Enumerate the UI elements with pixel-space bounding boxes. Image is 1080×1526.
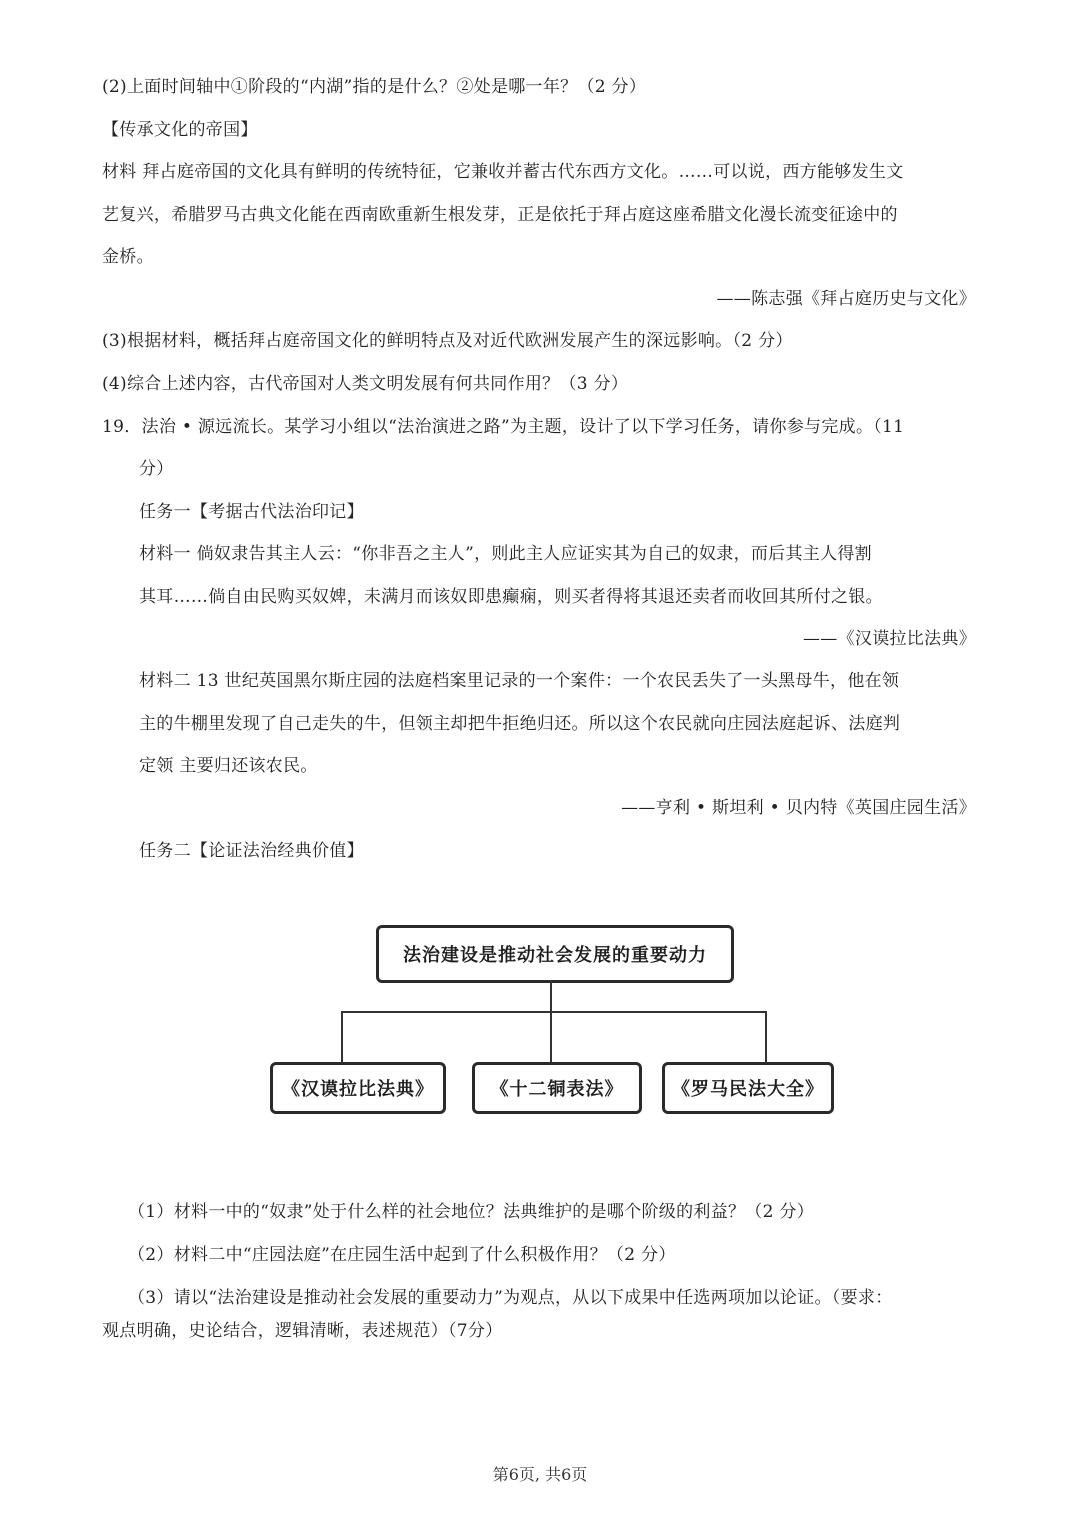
diagram-connector-horizontal — [341, 1011, 767, 1013]
section-heading: 【传承文化的帝国】 — [102, 120, 258, 140]
question-3: (3)根据材料，概括拜占庭帝国文化的鲜明特点及对近代欧洲发展产生的深远影响。（2 分） — [102, 331, 793, 351]
material-line-3: 金桥。 — [102, 247, 154, 267]
material-2-source: ——亨利 • 斯坦利 • 贝内特《英国庄园生活》 — [621, 798, 976, 818]
diagram-connector-right — [765, 1011, 767, 1063]
material-2-line-1: 材料二 13 世纪英国黑尔斯庄园的法庭档案里记录的一个案件：一个农民丢失了一头黑母牛，他在领 — [139, 671, 900, 691]
question-19-line-1: 19．法治 • 源远流长。某学习小组以“法治演进之路”为主题，设计了以下学习任务，请你参与完成。（11 — [102, 417, 905, 437]
diagram-box-hammurabi: 《汉谟拉比法典》 — [270, 1062, 446, 1114]
sub-question-2: （2）材料二中“庄园法庭”在庄园生活中起到了什么积极作用？（2 分） — [128, 1245, 676, 1265]
diagram-connector-middle — [550, 1011, 552, 1063]
task-2-heading: 任务二【论证法治经典价值】 — [139, 841, 364, 861]
material-line-2: 艺复兴，希腊罗马古典文化能在西南欧重新生根发芽，正是依托于拜占庭这座希腊文化漫长流变征途中的 — [102, 205, 898, 225]
diagram-connector-left — [341, 1011, 343, 1063]
diagram-box-twelve-tables: 《十二铜表法》 — [472, 1062, 642, 1114]
material-1-source: ——《汉谟拉比法典》 — [803, 629, 976, 649]
material-1-line-2: 其耳……倘自由民购买奴婢，未满月而该奴即患癫痫，则买者得将其退还卖者而收回其所付之银。 — [139, 587, 883, 607]
page-number: 第6页, 共6页 — [492, 1465, 588, 1484]
task-1-heading: 任务一【考据古代法治印记】 — [139, 502, 364, 522]
material-source: ——陈志强《拜占庭历史与文化》 — [716, 289, 976, 309]
question-2: (2)上面时间轴中①阶段的“内湖”指的是什么？②处是哪一年？（2 分） — [102, 77, 647, 97]
question-19-line-2: 分） — [139, 459, 174, 479]
material-2-line-3: 定领 主要归还该农民。 — [139, 756, 318, 776]
diagram-connector-vertical — [550, 980, 552, 1012]
sub-question-3-line-1: （3）请以“法治建设是推动社会发展的重要动力”为观点，从以下成果中任选两项加以论证。（要求： — [128, 1288, 893, 1308]
diagram-top-box: 法治建设是推动社会发展的重要动力 — [376, 925, 734, 983]
material-line-1: 材料 拜占庭帝国的文化具有鲜明的传统特征，它兼收并蓄古代东西方文化。……可以说，西方能够发生文 — [102, 162, 904, 182]
sub-question-1: （1）材料一中的“奴隶”处于什么样的社会地位？法典维护的是哪个阶级的利益？（2 分） — [128, 1202, 815, 1222]
diagram-box-corpus-juris: 《罗马民法大全》 — [662, 1062, 834, 1114]
question-4: (4)综合上述内容，古代帝国对人类文明发展有何共同作用？（3 分） — [102, 374, 629, 394]
material-2-line-2: 主的牛棚里发现了自己走失的牛，但领主却把牛拒绝归还。所以这个农民就向庄园法庭起诉、法庭判 — [139, 714, 901, 734]
material-1-line-1: 材料一 倘奴隶告其主人云：“你非吾之主人”，则此主人应证实其为自己的奴隶，而后其主人得割 — [139, 544, 872, 564]
sub-question-3-line-2: 观点明确，史论结合，逻辑清晰，表述规范）（7分） — [102, 1321, 503, 1341]
